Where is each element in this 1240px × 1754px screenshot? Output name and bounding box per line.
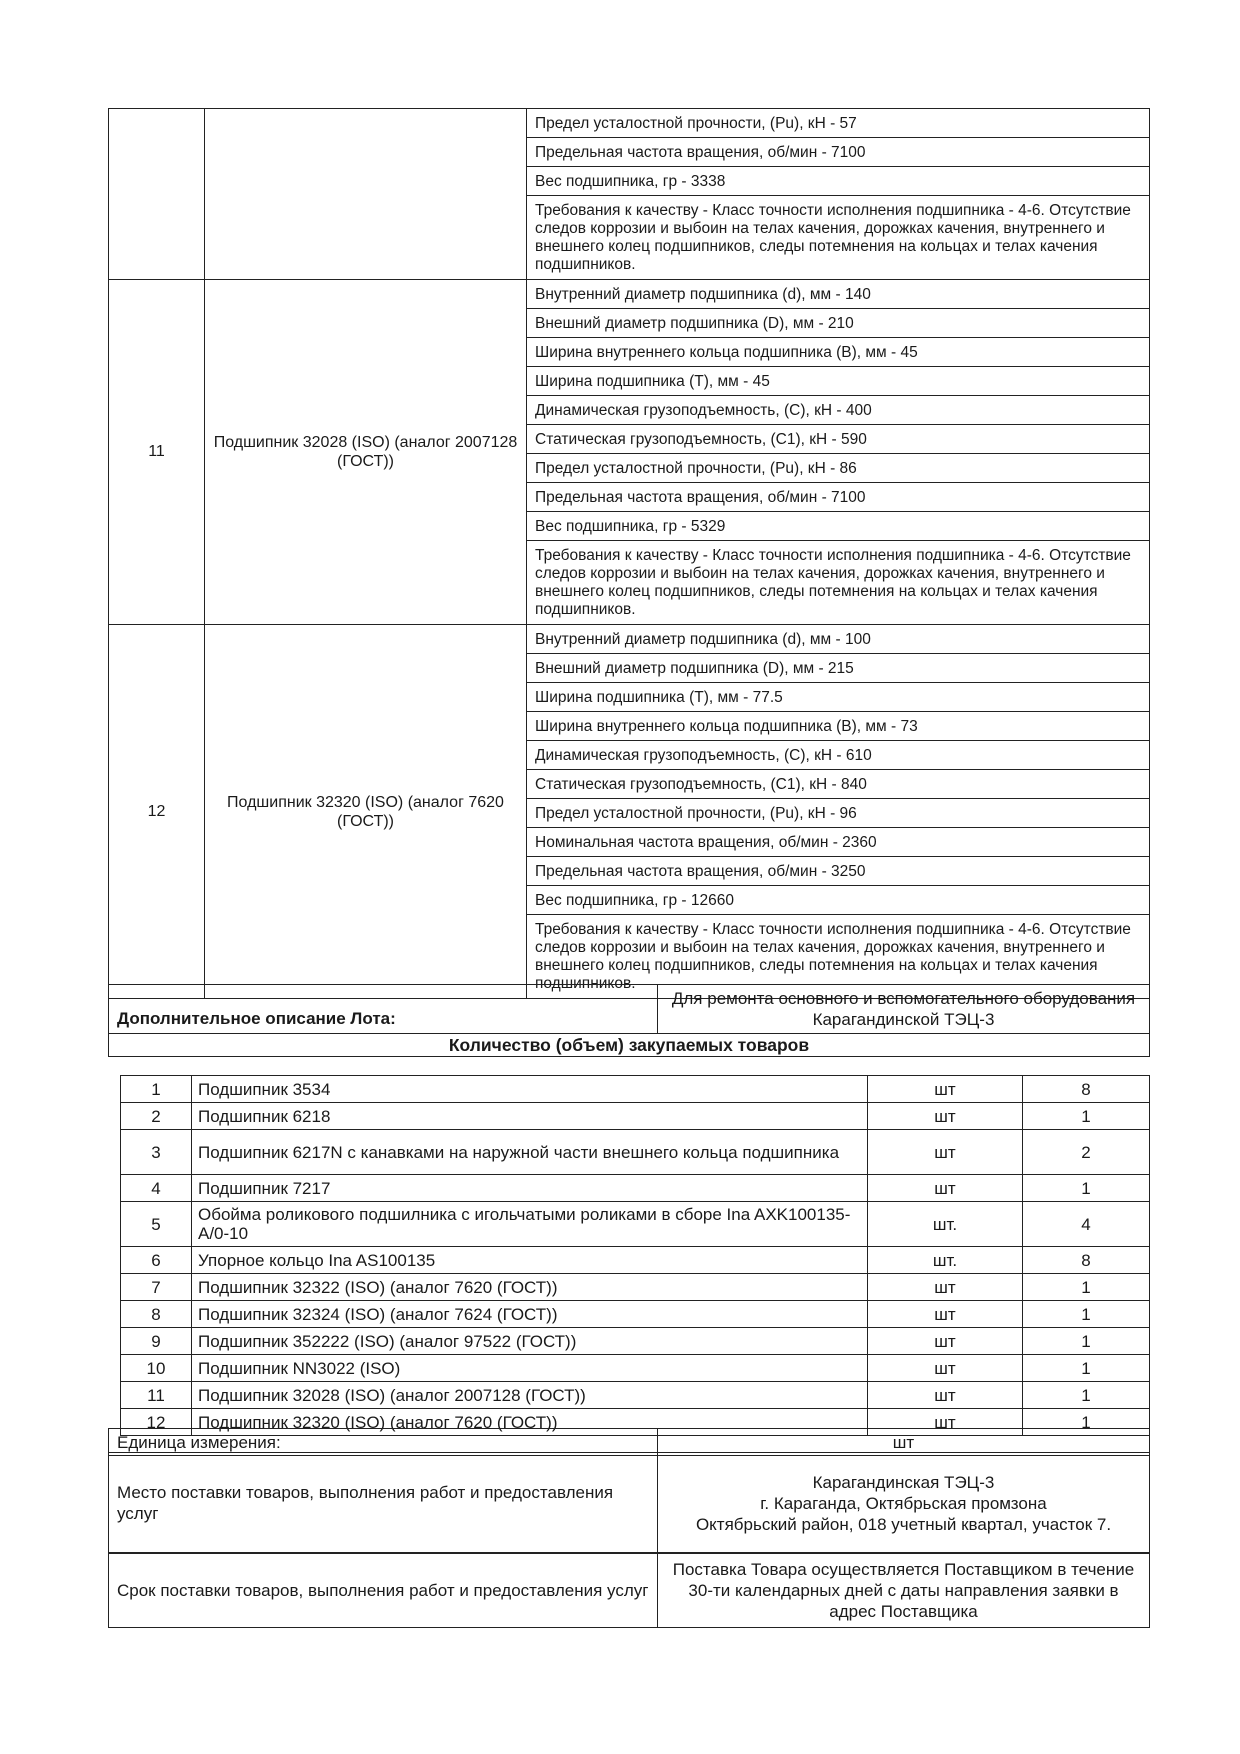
quantity-row [121,1076,1150,1103]
lot-parameter: Внутренний диаметр подшипника (d), мм - 100 [527,625,1150,654]
lot-parameter: Требования к качеству - Класс точности исполнения подшипника - 4-6. Отсутствие следов коррозии и выбоин на телах качения, дорожках качения, внутреннего и внешнего колец подшипников, следы потемнения на кольцах и телах качения подшипников. [527,196,1150,280]
spec-body [109,109,1150,999]
quantity-row [121,1328,1150,1355]
item-number: 4 [121,1175,192,1202]
lot-parameter: Предел усталостной прочности, (Pu), кН - 96 [527,799,1150,828]
item-quantity: 8 [1023,1076,1150,1103]
lot-parameter: Ширина внутреннего кольца подшипника (B), мм - 45 [527,338,1150,367]
item-name: Подшипник 32028 (ISO) (аналог 2007128 (ГОСТ)) [192,1382,868,1409]
item-name: Подшипник 32320 (ISO) (аналог 7620 (ГОСТ)) [192,1409,868,1436]
quantity-table [120,1075,1150,1436]
quantity-row [121,1382,1150,1409]
item-name: Упорное кольцо Ina AS100135 [192,1247,868,1274]
lot-parameter: Требования к качеству - Класс точности исполнения подшипника - 4-6. Отсутствие следов коррозии и выбоин на телах качения, дорожках качения, внутреннего и внешнего колец подшипников, следы потемнения на кольцах и телах качения подшипников. [527,541,1150,625]
lot-parameter: Внешний диаметр подшипника (D), мм - 210 [527,309,1150,338]
item-name: Подшипник 3534 [192,1076,868,1103]
spec-row [109,625,1150,654]
unit-label: Единица измерения: [109,1429,658,1456]
item-quantity: 1 [1023,1274,1150,1301]
lot-parameter: Предельная частота вращения, об/мин - 7100 [527,483,1150,512]
item-unit: шт [868,1328,1023,1355]
delivery-place-line1: Карагандинская ТЭЦ-3 [812,1472,995,1492]
item-quantity: 1 [1023,1409,1150,1436]
item-unit: шт [868,1301,1023,1328]
item-unit: шт [868,1409,1023,1436]
quantity-title: Количество (объем) закупаемых товаров [109,1034,1150,1057]
quantity-row [121,1130,1150,1175]
item-name: Подшипник 6217N с канавками на наружной части внешнего кольца подшипника [192,1130,868,1175]
item-name: Подшипник 32322 (ISO) (аналог 7620 (ГОСТ)) [192,1274,868,1301]
lot-parameter: Предельная частота вращения, об/мин - 3250 [527,857,1150,886]
item-unit: шт [868,1274,1023,1301]
lot-parameter: Ширина подшипника (T), мм - 45 [527,367,1150,396]
item-unit: шт. [868,1247,1023,1274]
delivery-term-label: Срок поставки товаров, выполнения работ и предоставления услуг [109,1553,658,1628]
delivery-place-label: Место поставки товаров, выполнения работ и предоставления услуг [109,1453,658,1554]
unit-value: шт [658,1429,1150,1456]
item-unit: шт [868,1382,1023,1409]
lot-parameter: Ширина подшипника (T), мм - 77.5 [527,683,1150,712]
item-number: 9 [121,1328,192,1355]
delivery-place-row [108,1452,1150,1554]
delivery-term-value: Поставка Товара осуществляется Поставщиком в течение 30-ти календарных дней с даты направления заявки в адрес Поставщика [658,1553,1150,1628]
spec-table [108,108,1150,999]
item-number: 1 [121,1076,192,1103]
item-number: 8 [121,1301,192,1328]
item-name: Подшипник NN3022 (ISO) [192,1355,868,1382]
lot-parameter: Вес подшипника, гр - 12660 [527,886,1150,915]
additional-description-label: Дополнительное описание Лота: [109,985,658,1034]
lot-name [205,109,527,280]
quantity-row [121,1274,1150,1301]
item-name: Подшипник 7217 [192,1175,868,1202]
item-number: 11 [121,1382,192,1409]
item-quantity: 1 [1023,1301,1150,1328]
lot-parameter: Внутренний диаметр подшипника (d), мм - 140 [527,280,1150,309]
quantity-row [121,1103,1150,1130]
item-quantity: 4 [1023,1202,1150,1247]
lot-parameter: Предел усталостной прочности, (Pu), кН - 57 [527,109,1150,138]
spec-row [109,109,1150,138]
item-number: 6 [121,1247,192,1274]
item-quantity: 2 [1023,1130,1150,1175]
quantity-row [121,1301,1150,1328]
delivery-place-line3: Октябрьский район, 018 учетный квартал, участок 7. [695,1514,1112,1534]
item-unit: шт [868,1355,1023,1382]
lot-parameter: Вес подшипника, гр - 5329 [527,512,1150,541]
quantity-body [121,1076,1150,1436]
item-name: Подшипник 6218 [192,1103,868,1130]
lot-name: Подшипник 32028 (ISO) (аналог 2007128 (ГОСТ)) [205,280,527,625]
item-quantity: 1 [1023,1355,1150,1382]
additional-description [108,984,1150,1057]
delivery-place-line2: г. Караганда, Октябрьская промзона [760,1493,1047,1513]
item-unit: шт [868,1130,1023,1175]
lot-parameter: Требования к качеству - Класс точности исполнения подшипника - 4-6. Отсутствие следов коррозии и выбоин на телах качения, дорожках качения, внутреннего и внешнего колец подшипников, следы потемнения на кольцах и телах качения подшипников. [527,915,1150,999]
lot-number: 12 [109,625,205,999]
item-quantity: 1 [1023,1103,1150,1130]
lot-parameter: Статическая грузоподъемность, (C1), кН - 840 [527,770,1150,799]
lot-name: Подшипник 32320 (ISO) (аналог 7620 (ГОСТ)) [205,625,527,999]
item-unit: шт [868,1076,1023,1103]
item-name: Подшипник 352222 (ISO) (аналог 97522 (ГОСТ)) [192,1328,868,1355]
lot-number: 11 [109,280,205,625]
item-number: 3 [121,1130,192,1175]
item-name: Обойма роликового подшилника с игольчатыми роликами в сборе Ina AXK100135-A/0-10 [192,1202,868,1247]
quantity-row [121,1355,1150,1382]
lot-parameter: Статическая грузоподъемность, (C1), кН - 590 [527,425,1150,454]
lot-parameter: Внешний диаметр подшипника (D), мм - 215 [527,654,1150,683]
item-quantity: 1 [1023,1382,1150,1409]
lot-parameter: Ширина внутреннего кольца подшипника (B), мм - 73 [527,712,1150,741]
lot-parameter: Предел усталостной прочности, (Pu), кН - 86 [527,454,1150,483]
item-number: 7 [121,1274,192,1301]
delivery-place-value [658,1453,1150,1554]
lot-parameter: Динамическая грузоподъемность, (C), кН - 610 [527,741,1150,770]
quantity-row [121,1175,1150,1202]
item-number: 12 [121,1409,192,1436]
item-number: 5 [121,1202,192,1247]
item-unit: шт [868,1103,1023,1130]
lot-parameter: Динамическая грузоподъемность, (C), кН - 400 [527,396,1150,425]
item-number: 10 [121,1355,192,1382]
item-unit: шт. [868,1202,1023,1247]
item-name: Подшипник 32324 (ISO) (аналог 7624 (ГОСТ)) [192,1301,868,1328]
lot-parameter: Вес подшипника, гр - 3338 [527,167,1150,196]
lot-parameter: Предельная частота вращения, об/мин - 7100 [527,138,1150,167]
lot-number [109,109,205,280]
delivery-term-row [108,1552,1150,1628]
item-unit: шт [868,1175,1023,1202]
spec-row [109,280,1150,309]
additional-description-value: Для ремонта основного и вспомогательного оборудования Карагандинской ТЭЦ-3 [658,985,1150,1034]
item-quantity: 1 [1023,1175,1150,1202]
item-quantity: 1 [1023,1328,1150,1355]
item-quantity: 8 [1023,1247,1150,1274]
quantity-row [121,1247,1150,1274]
lot-parameter: Номинальная частота вращения, об/мин - 2360 [527,828,1150,857]
quantity-row [121,1202,1150,1247]
item-number: 2 [121,1103,192,1130]
